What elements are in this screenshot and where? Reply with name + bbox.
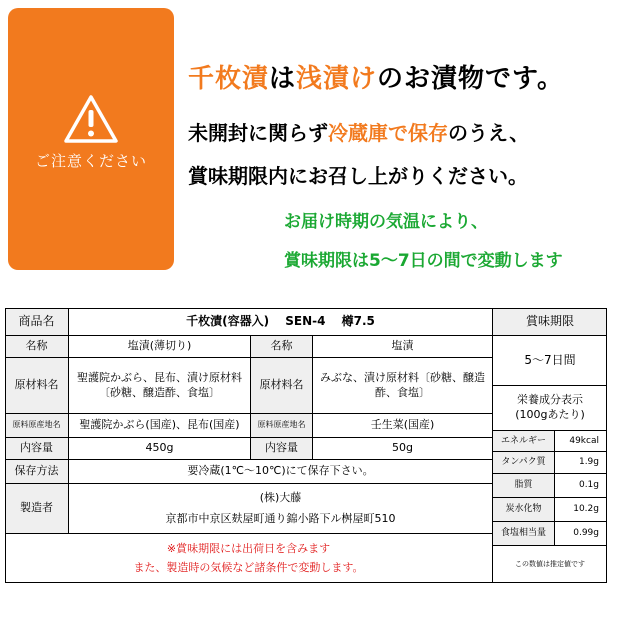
nutrition-title: [493, 386, 607, 430]
notice-line-5: 賞味期限は5～7日の間で変動します: [284, 251, 563, 271]
right-ingredients-label: 原材料名: [251, 358, 313, 414]
note-line-1: ※賞味期限には出荷日を含みます: [166, 541, 331, 555]
caution-badge: [8, 8, 174, 270]
notice-line-2: 未開封に関らず冷蔵庫で保存のうえ、: [188, 121, 530, 145]
left-origin-value: 聖護院かぶら(国産)、昆布(国産): [69, 414, 251, 438]
right-name-value: 塩漬: [313, 336, 493, 358]
right-name-label: 名称: [251, 336, 313, 358]
nutrition-label-protein: タンパク質: [493, 452, 555, 474]
left-content-label: 内容量: [5, 438, 69, 460]
right-ingredients-value: みぶな、漬け原材料〔砂糖、醸造酢、食塩〕: [313, 358, 493, 414]
notice-line-3: 賞味期限内にお召し上がりください。: [188, 164, 528, 188]
nutrition-value-protein: 1.9g: [555, 452, 607, 474]
left-ingredients-label: 原材料名: [5, 358, 69, 414]
notice-line-1: 千枚漬は浅漬けのお漬物です。: [188, 64, 564, 94]
maker-label: 製造者: [5, 484, 69, 534]
left-origin-label: 原料原産地名: [5, 414, 69, 438]
product-info-table: [5, 308, 607, 583]
refrigerate-term: 冷蔵庫で保存: [328, 121, 448, 145]
note-line-2: また、製造時の気候など諸条件で変動します。: [133, 560, 364, 574]
product-name-label: 商品名: [5, 308, 69, 336]
nutrition-label-carbs: 炭水化物: [493, 498, 555, 522]
shelf-life-value: 5～7日間: [493, 336, 607, 386]
nutrition-label-energy: エネルギー: [493, 430, 555, 452]
notice-line-4: お届け時期の気温により、: [284, 212, 488, 232]
pickle-type-term: 浅漬け: [296, 64, 378, 94]
left-name-label: 名称: [5, 336, 69, 358]
right-origin-value: 壬生菜(国産): [313, 414, 493, 438]
shelf-life-label: 賞味期限: [493, 308, 607, 336]
nutrition-value-energy: 49kcal: [555, 430, 607, 452]
nutrition-value-salt: 0.99g: [555, 522, 607, 546]
left-name-value: 塩漬(薄切り): [69, 336, 251, 358]
caution-label: ご注意ください: [34, 152, 147, 170]
maker-info: [69, 484, 493, 534]
maker-name: (株)大藤: [259, 490, 302, 504]
left-ingredients-value: 聖護院かぶら、昆布、漬け原材料〔砂糖、醸造酢、食塩〕: [69, 358, 251, 414]
shipping-notes: [5, 534, 493, 583]
nutrition-title-text: 栄養成分表示: [517, 393, 583, 407]
left-content-value: 450g: [69, 438, 251, 460]
nutrition-label-salt: 食塩相当量: [493, 522, 555, 546]
right-content-label: 内容量: [251, 438, 313, 460]
maker-address: 京都市中京区麸屋町通り錦小路下ル桝屋町510: [165, 511, 396, 525]
nutrition-label-fat: 脂質: [493, 474, 555, 498]
nutrition-subtitle: (100gあたり): [515, 408, 585, 421]
nutrition-value-carbs: 10.2g: [555, 498, 607, 522]
product-term: 千枚漬: [188, 64, 270, 94]
right-content-value: 50g: [313, 438, 493, 460]
nutrition-footnote: この数値は推定値です: [515, 559, 585, 568]
product-name-value: 千枚漬(容器入) SEN-4 樽7.5: [69, 308, 493, 336]
storage-label: 保存方法: [5, 460, 69, 484]
warning-icon: [63, 94, 119, 144]
storage-value: 要冷蔵(1℃～10℃)にて保存下さい。: [69, 460, 493, 484]
nutrition-value-fat: 0.1g: [555, 474, 607, 498]
right-origin-label: 原料原産地名: [251, 414, 313, 438]
